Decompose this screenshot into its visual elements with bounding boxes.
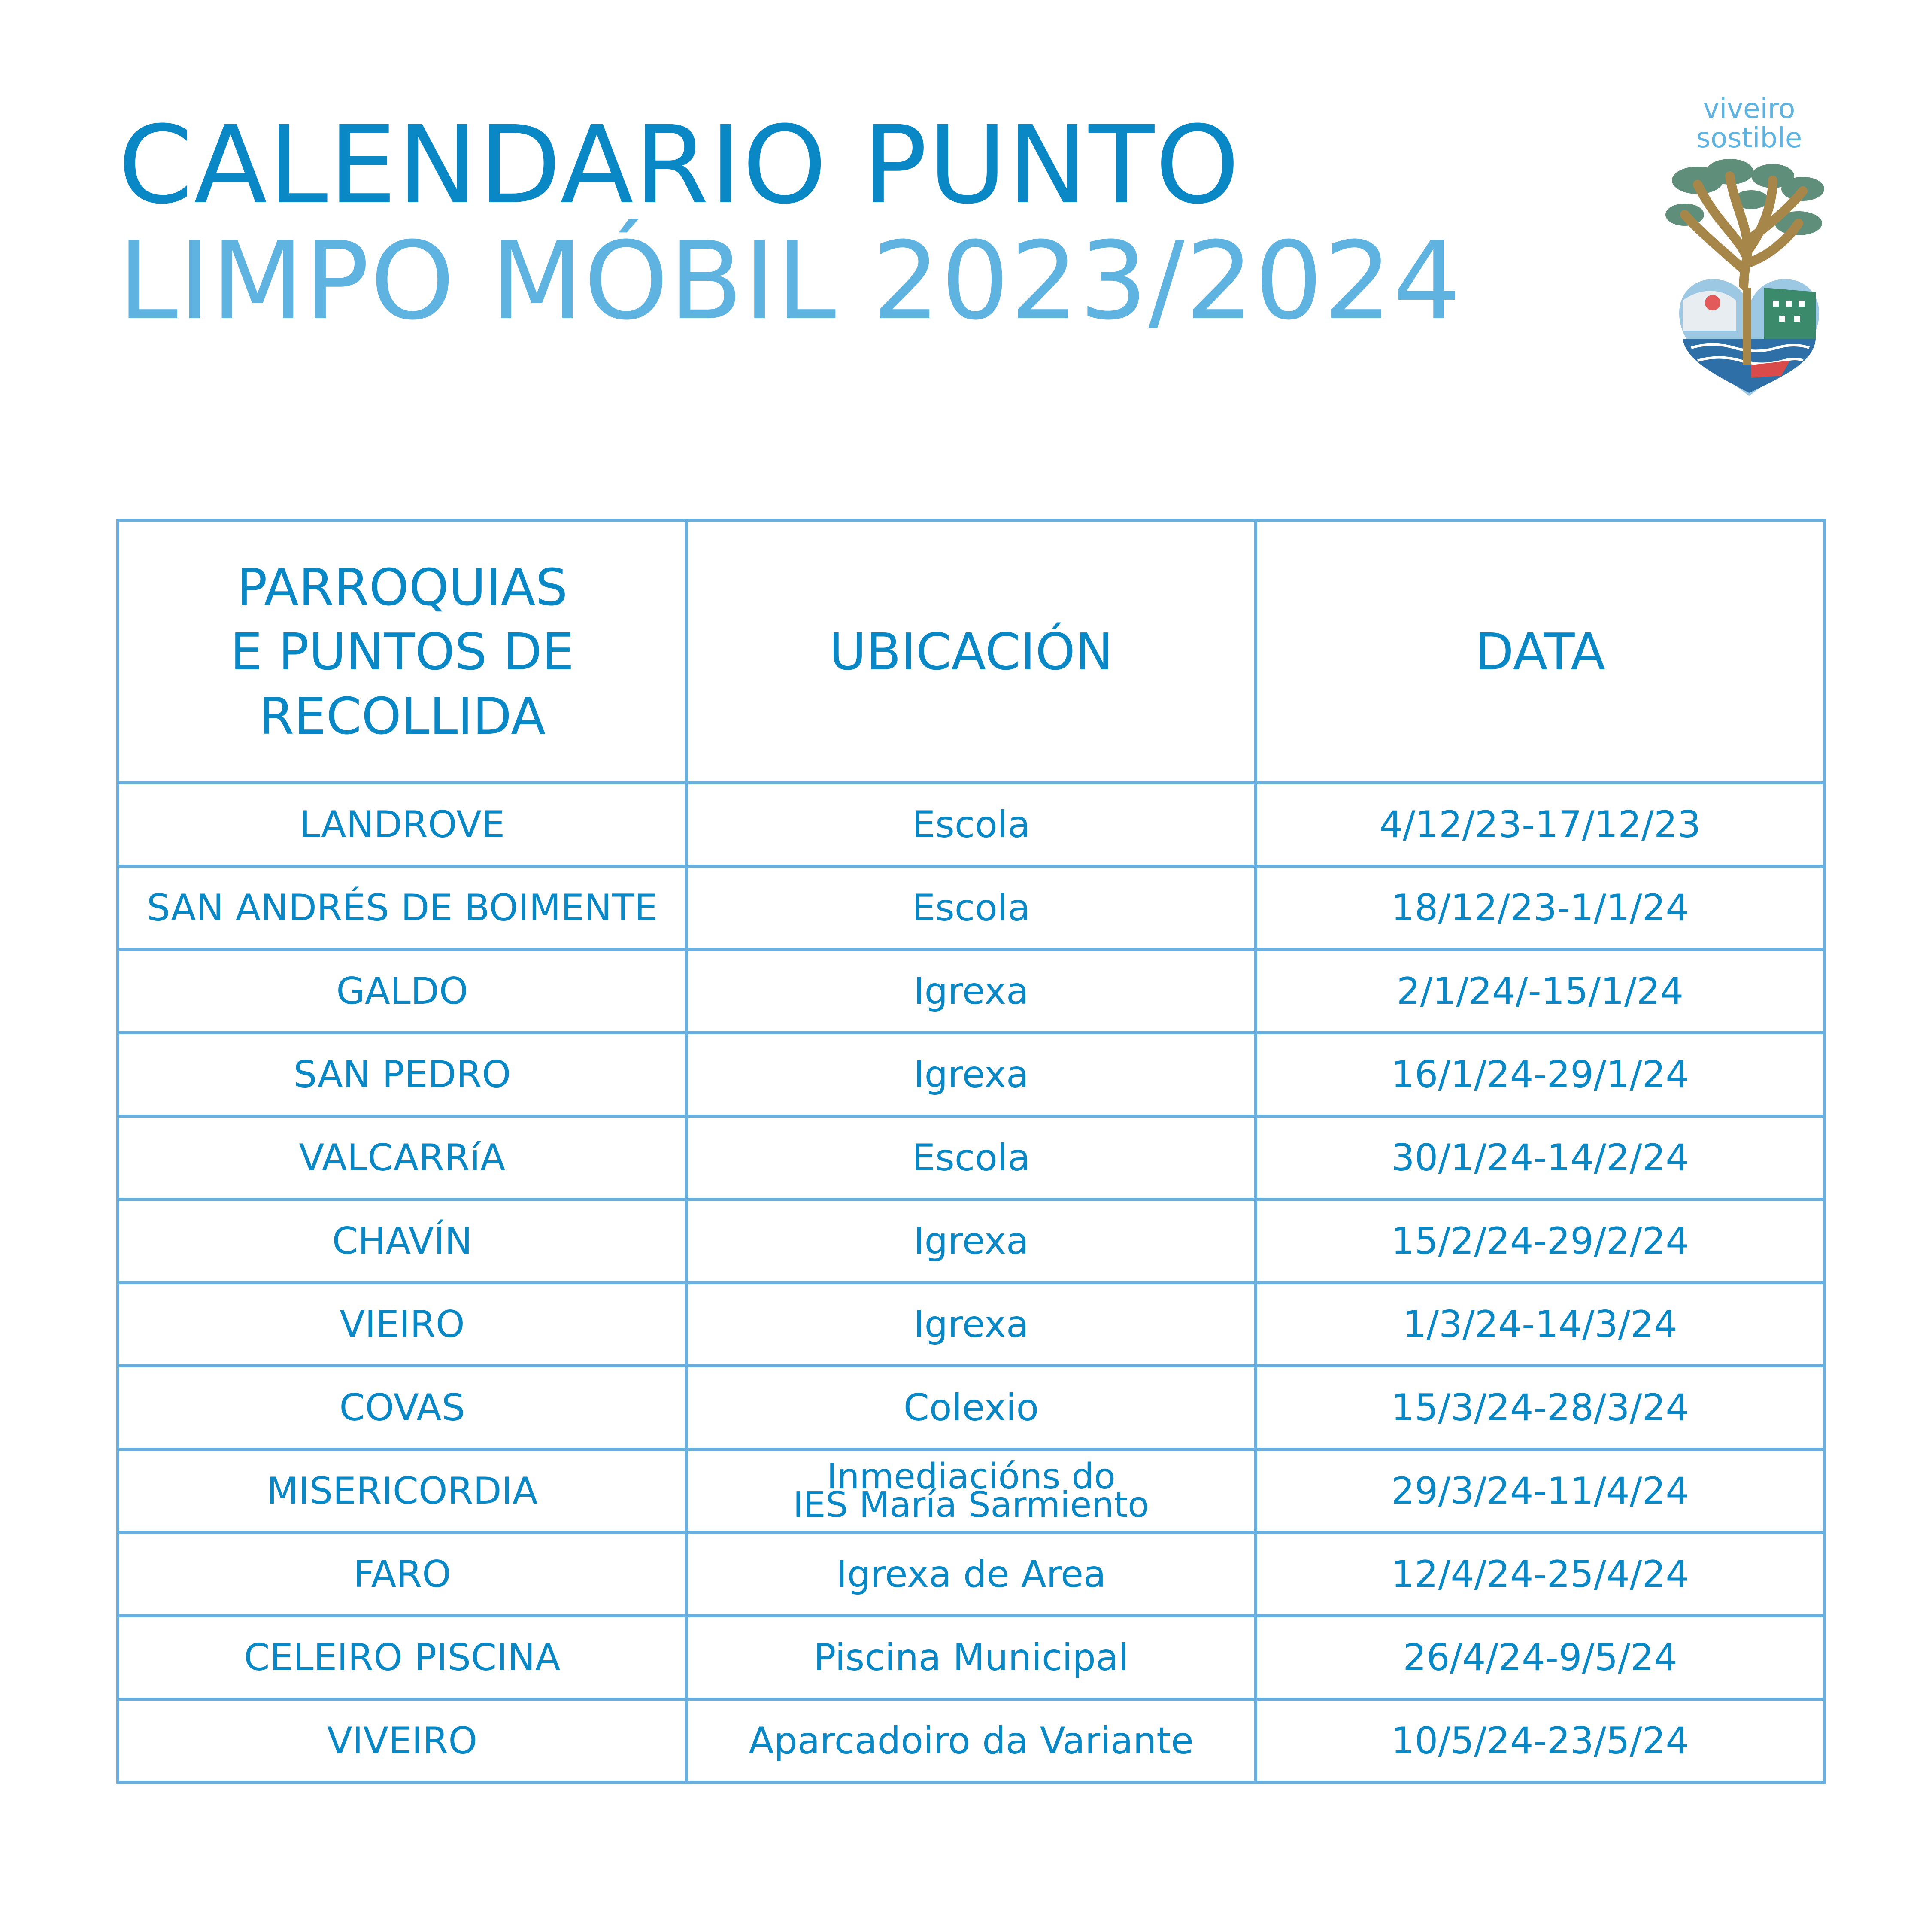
header-data: DATA: [1256, 520, 1825, 783]
title-line-1: CALENDARIO PUNTO: [118, 103, 1240, 228]
cell-data: 18/12/23-1/1/24: [1256, 866, 1825, 950]
header-ubicacion: UBICACIÓN: [687, 520, 1256, 783]
cell-parroquia: GALDO: [118, 950, 687, 1033]
cell-data: 29/3/24-11/4/24: [1256, 1449, 1825, 1533]
cell-ubicacion-text: Inmediacións do IES María Sarmiento: [793, 1456, 1149, 1525]
cell-ubicacion: Igrexa: [687, 1033, 1256, 1116]
table-row: [118, 783, 1825, 866]
logo-text: [1665, 94, 1833, 153]
cell-parroquia: CHAVÍN: [118, 1200, 687, 1283]
cell-ubicacion: Escola: [687, 866, 1256, 950]
table-row: [118, 1283, 1825, 1366]
table-row: [118, 1616, 1825, 1699]
table-row: [118, 1449, 1825, 1533]
cell-data: 2/1/24/-15/1/24: [1256, 950, 1825, 1033]
cell-data: 10/5/24-23/5/24: [1256, 1699, 1825, 1783]
cell-data: 4/12/23-17/12/23: [1256, 783, 1825, 866]
page-title: [118, 103, 1462, 343]
cell-parroquia: FARO: [118, 1533, 687, 1616]
logo-text-line-1: viveiro: [1703, 93, 1796, 125]
logo-text-line-2: sostible: [1696, 122, 1802, 154]
cell-parroquia: COVAS: [118, 1366, 687, 1449]
header-parroquias: PARROQUIAS E PUNTOS DE RECOLLIDA: [118, 520, 687, 783]
cell-data: 26/4/24-9/5/24: [1256, 1616, 1825, 1699]
table-row: [118, 1699, 1825, 1783]
cell-parroquia: CELEIRO PISCINA: [118, 1616, 687, 1699]
schedule-table: [116, 519, 1826, 1784]
cell-ubicacion: Igrexa de Area: [687, 1533, 1256, 1616]
cell-data: 1/3/24-14/3/24: [1256, 1283, 1825, 1366]
table-row: [118, 1116, 1825, 1200]
cell-parroquia: SAN ANDRÉS DE BOIMENTE: [118, 866, 687, 950]
cell-ubicacion: Colexio: [687, 1366, 1256, 1449]
cell-data: 12/4/24-25/4/24: [1256, 1533, 1825, 1616]
cell-ubicacion: Escola: [687, 783, 1256, 866]
cell-ubicacion: Igrexa: [687, 950, 1256, 1033]
table-row: [118, 950, 1825, 1033]
table-row: [118, 1366, 1825, 1449]
cell-ubicacion: [687, 1449, 1256, 1533]
table-row: [118, 1033, 1825, 1116]
table-row: [118, 1200, 1825, 1283]
cell-parroquia: VIEIRO: [118, 1283, 687, 1366]
cell-ubicacion: Escola: [687, 1116, 1256, 1200]
tree-heart-icon: [1665, 159, 1833, 399]
cell-data: 15/3/24-28/3/24: [1256, 1366, 1825, 1449]
cell-ubicacion: Igrexa: [687, 1283, 1256, 1366]
cell-data: 15/2/24-29/2/24: [1256, 1200, 1825, 1283]
cell-parroquia: SAN PEDRO: [118, 1033, 687, 1116]
cell-parroquia: VALCARRíA: [118, 1116, 687, 1200]
cell-ubicacion: Aparcadoiro da Variante: [687, 1699, 1256, 1783]
table-header-row: [118, 520, 1825, 783]
cell-parroquia: MISERICORDIA: [118, 1449, 687, 1533]
cell-data: 16/1/24-29/1/24: [1256, 1033, 1825, 1116]
table-row: [118, 866, 1825, 950]
cell-data: 30/1/24-14/2/24: [1256, 1116, 1825, 1200]
cell-parroquia: VIVEIRO: [118, 1699, 687, 1783]
title-line-2: LIMPO MÓBIL 2023/2024: [118, 219, 1462, 343]
cell-parroquia: LANDROVE: [118, 783, 687, 866]
table-row: [118, 1533, 1825, 1616]
viveiro-sostible-logo: [1665, 94, 1833, 404]
cell-ubicacion: Igrexa: [687, 1200, 1256, 1283]
cell-ubicacion: Piscina Municipal: [687, 1616, 1256, 1699]
